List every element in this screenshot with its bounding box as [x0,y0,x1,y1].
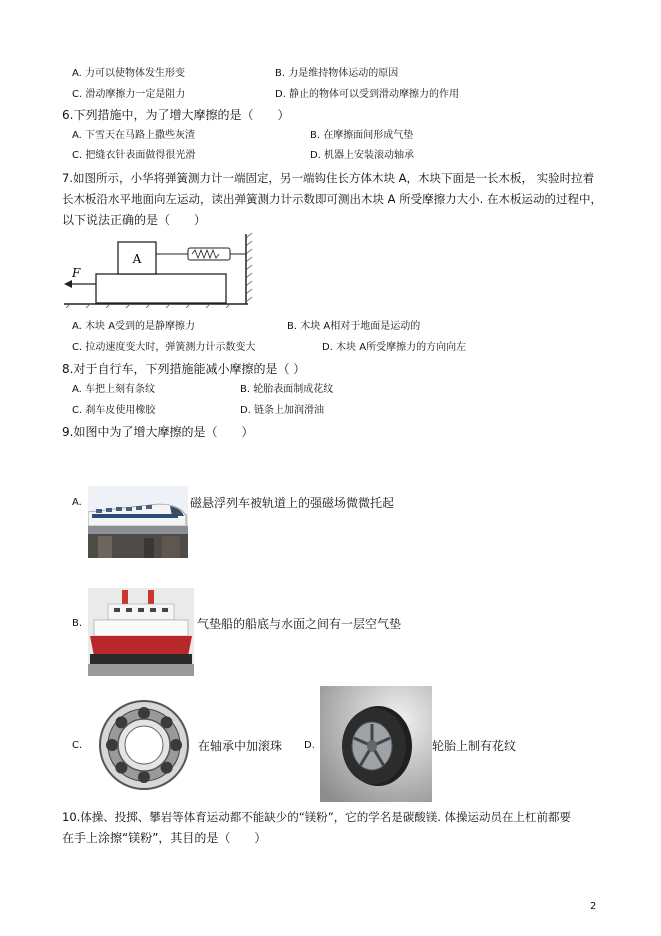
q6-option-c: C. 把缝衣针表面做得很光滑 [72,150,196,161]
maglev-train-photo [88,486,188,558]
tire-photo [320,686,432,802]
q7-block-label: A [132,252,142,266]
q5-option-a: A. 力可以使物体发生形变 [72,68,186,79]
q8-option-d: D. 链条上加润滑油 [240,405,325,416]
q6-option-a: A. 下雪天在马路上撒些灰渣 [72,130,196,141]
page-number: 2 [590,901,597,912]
q7-force-label: F [72,266,81,280]
q10-stem-line2: 在手上涂擦“镁粉”，其目的是（ ） [62,831,267,845]
q7-stem-line3: 以下说法正确的是（ ） [62,213,207,227]
q10-stem-line1: 10.体操、投掷、攀岩等体育运动都不能缺少的“镁粉”，它的学名是碳酸镁. 体操运动员在上杠前都要 [62,810,572,824]
q7-stem-line2: 长木板沿水平地面向左运动，读出弹簧测力计示数即可测出木块 A 所受摩擦力大小. 在木板运动的过程中， [62,192,602,206]
hovercraft-photo [88,588,194,676]
q8-option-c: C. 刹车皮使用橡胶 [72,405,156,416]
q6-option-d: D. 机器上安装滚动轴承 [310,150,415,161]
q8-stem: 8.对于自行车，下列措施能减小摩擦的是（ ） [62,362,306,376]
q9-option-b-text: 气垫船的船底与水面之间有一层空气垫 [197,617,402,631]
q5-option-b: B. 力是维持物体运动的原因 [275,68,399,79]
q9-stem: 9.如图中为了增大摩擦的是（ ） [62,425,254,439]
q7-figure [60,232,260,308]
q9-option-b-letter: B. [72,618,83,629]
q7-option-c: C. 拉动速度变大时，弹簧测力计示数变大 [72,342,256,353]
q7-option-b: B. 木块 A相对于地面是运动的 [287,321,421,332]
q9-option-a-letter: A. [72,497,82,508]
q9-option-d-letter: D. [304,740,315,751]
q5-option-c: C. 滑动摩擦力一定是阻力 [72,89,186,100]
q9-option-c-text: 在轴承中加滚珠 [198,739,283,753]
q8-option-a: A. 车把上刻有条纹 [72,384,156,395]
q6-stem: 6.下列措施中，为了增大摩擦的是（ ） [62,108,290,122]
ball-bearing-photo [92,697,196,793]
q8-option-b: B. 轮胎表面制成花纹 [240,384,334,395]
q7-option-a: A. 木块 A受到的是静摩擦力 [72,321,196,332]
q7-option-d: D. 木块 A所受摩擦力的方向向左 [322,342,467,353]
q9-option-a-text: 磁悬浮列车被轨道上的强磁场微微托起 [190,496,395,510]
q5-option-d: D. 静止的物体可以受到滑动摩擦力的作用 [275,89,460,100]
q9-option-c-letter: C. [72,740,83,751]
q9-option-d-text: 轮胎上制有花纹 [432,739,517,753]
q6-option-b: B. 在摩擦面间形成气垫 [310,130,414,141]
q7-stem-line1: 7.如图所示，小华将弹簧测力计一端固定，另一端钩住长方体木块 A，木块下面是一长木板， 实验时拉着 [62,171,595,185]
